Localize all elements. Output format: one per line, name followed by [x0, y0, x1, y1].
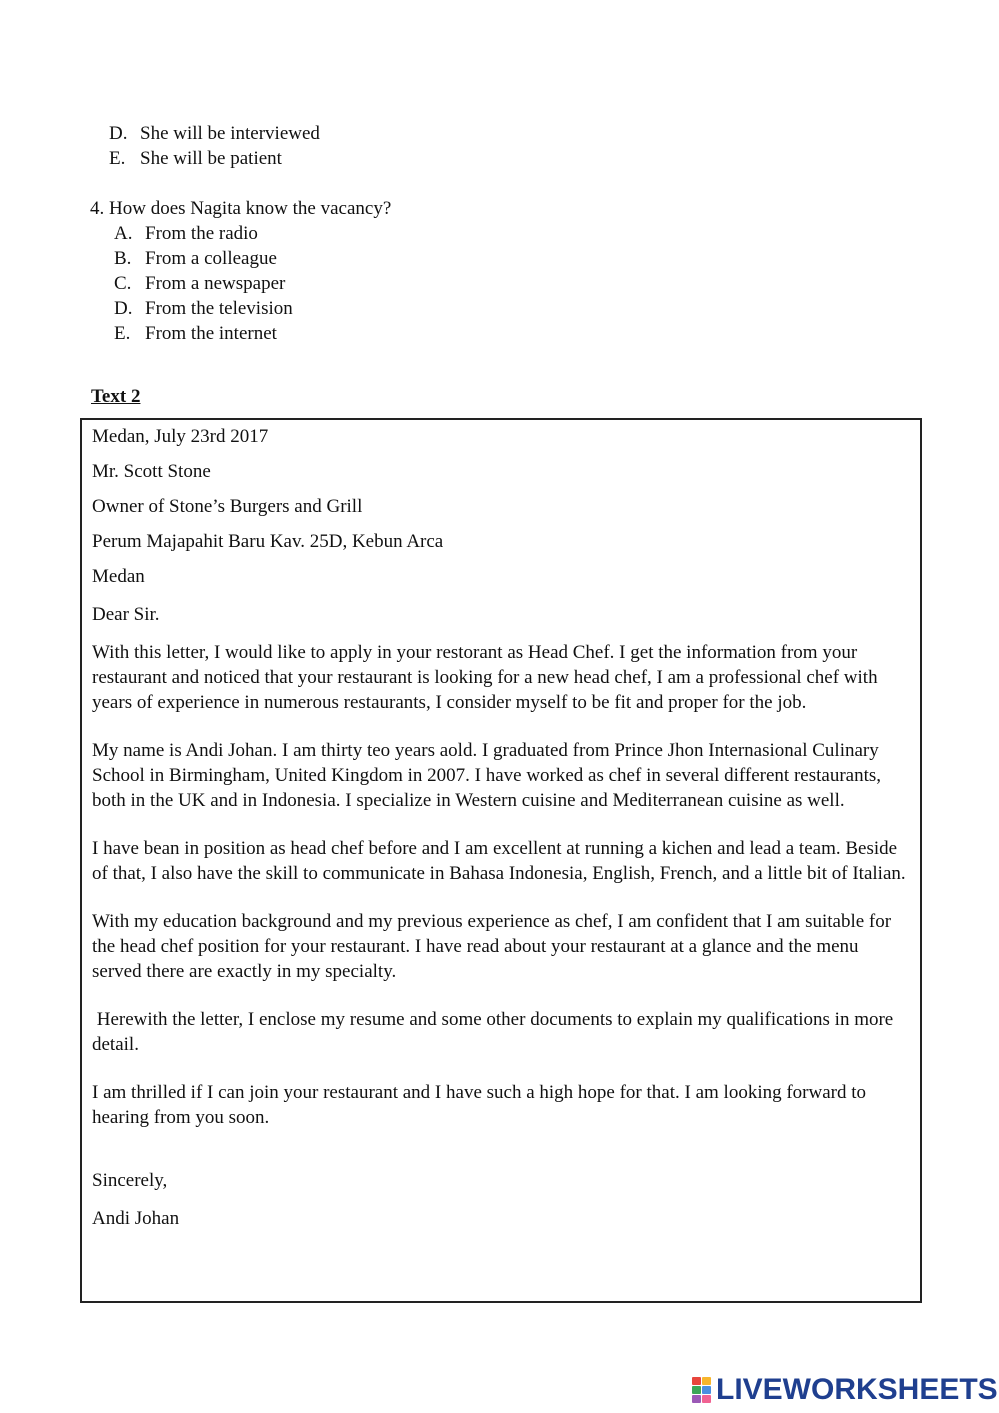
logo-square	[702, 1377, 711, 1385]
option-text: She will be patient	[140, 148, 282, 169]
option-letter: E.	[109, 148, 126, 169]
liveworksheets-logo	[692, 1375, 998, 1405]
logo-square	[692, 1377, 701, 1385]
letter-paragraph: With this letter, I would like to apply in your restorant as Head Chef. I get the information from your restaurant and noticed that your restaurant is looking for a new head chef, I am a professional chef with years of experience in numerous restaurants, I consider myself to be fit and proper for the job.	[92, 642, 878, 713]
letter-closing: Sincerely,	[92, 1170, 168, 1191]
liveworksheets-logo-icon	[692, 1377, 712, 1403]
option-text: From the radio	[145, 223, 258, 244]
option-letter: C.	[114, 273, 132, 294]
option-letter: E.	[114, 323, 131, 344]
letter-paragraph: With my education background and my previous experience as chef, I am confident that I am suitable for the head chef position for your restaurant. I have read about your restaurant at a glance and the menu served there are exactly in my specialty.	[92, 911, 896, 982]
letter-paragraph: I am thrilled if I can join your restaurant and I have such a high hope for that. I am looking forward to hearing from you soon.	[92, 1082, 867, 1128]
liveworksheets-logo-text: LIVEWORKSHEETS	[716, 1373, 998, 1406]
letter-salutation: Dear Sir.	[92, 604, 160, 625]
option-text: From a newspaper	[145, 273, 286, 294]
option-item	[114, 221, 391, 246]
option-letter: D.	[114, 298, 133, 319]
option-letter: D.	[109, 123, 128, 144]
option-text: From a colleague	[145, 248, 277, 269]
option-item	[114, 321, 391, 346]
logo-square	[702, 1386, 711, 1394]
option-text: From the television	[145, 298, 293, 319]
option-text: From the internet	[145, 323, 277, 344]
application-letter-box	[80, 418, 922, 1303]
question-4-text: 4. How does Nagita know the vacancy?	[90, 198, 392, 219]
letter-signature: Andi Johan	[92, 1208, 180, 1229]
question-3-options	[109, 121, 320, 171]
recipient-address: Perum Majapahit Baru Kav. 25D, Kebun Arca	[92, 531, 444, 552]
logo-square	[702, 1395, 711, 1403]
option-item	[114, 246, 391, 271]
recipient-title: Owner of Stone’s Burgers and Grill	[92, 496, 363, 517]
text-2-heading: Text 2	[91, 386, 141, 407]
option-item	[114, 296, 391, 321]
option-text: She will be interviewed	[140, 123, 320, 144]
letter-paragraph: Herewith the letter, I enclose my resume and some other documents to explain my qualifications in more detail.	[92, 1009, 898, 1055]
option-letter: B.	[114, 248, 132, 269]
option-letter: A.	[114, 223, 133, 244]
recipient-name: Mr. Scott Stone	[92, 461, 211, 482]
option-item	[114, 271, 391, 296]
question-4	[90, 196, 391, 346]
logo-square	[692, 1395, 701, 1403]
letter-paragraph: I have bean in position as head chef before and I am excellent at running a kichen and lead a team. Beside of that, I also have the skill to communicate in Bahasa Indonesia, English, French, and a little bit of Italian.	[92, 838, 906, 884]
question-4-options	[114, 221, 391, 346]
option-item	[109, 121, 320, 146]
logo-square	[692, 1386, 701, 1394]
option-item	[109, 146, 320, 171]
recipient-city: Medan	[92, 566, 145, 587]
letter-date: Medan, July 23rd 2017	[92, 426, 269, 447]
letter-paragraph: My name is Andi Johan. I am thirty teo years aold. I graduated from Prince Jhon Internasional Culinary School in Birmingham, United Kingdom in 2007. I have worked as chef in several different restaurants, both in the UK and in Indonesia. I specialize in Western cuisine and Mediterranean cuisine as well.	[92, 740, 882, 811]
